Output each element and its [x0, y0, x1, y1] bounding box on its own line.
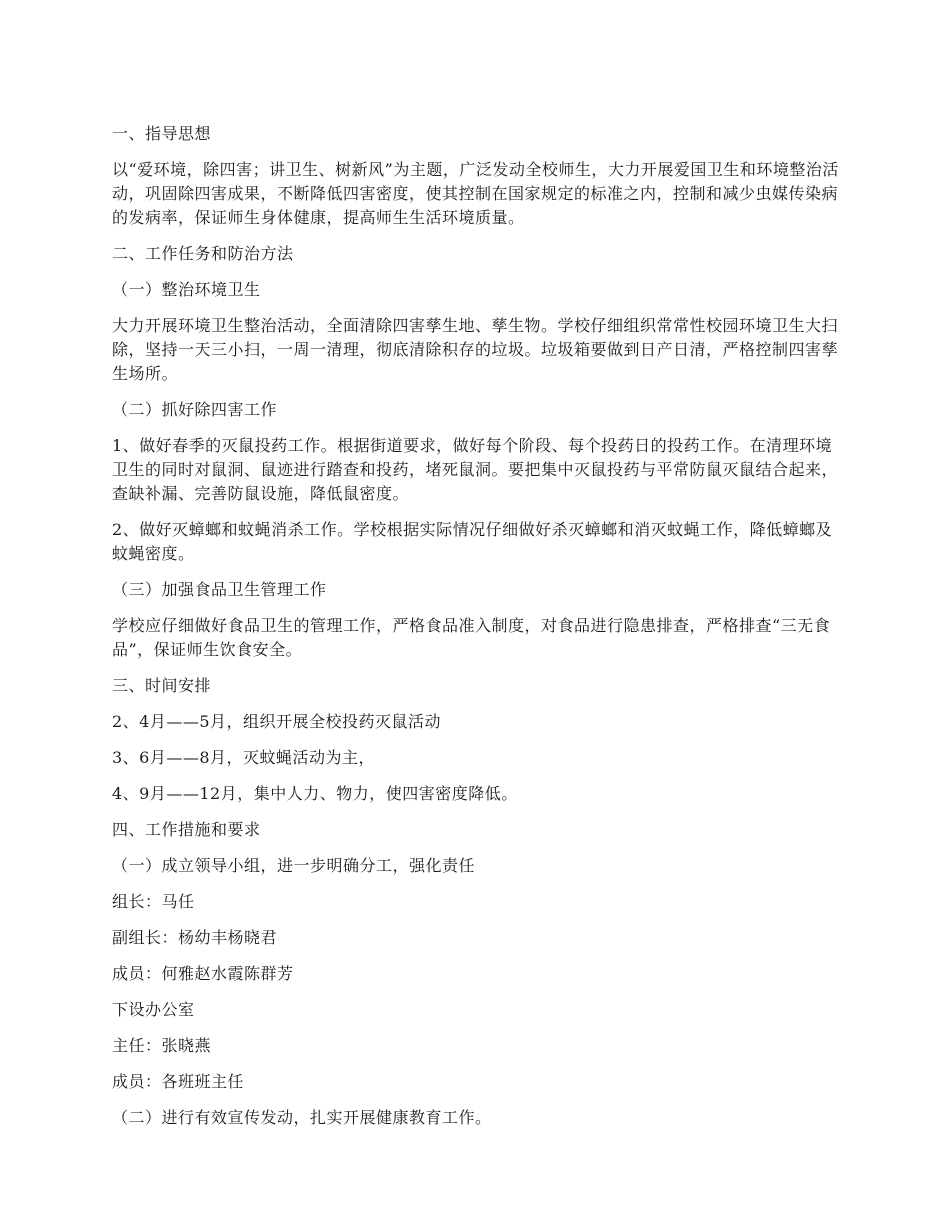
section-heading-schedule: 三、时间安排: [112, 676, 212, 695]
subheading-publicity-education: （二）进行有效宣传发动，扎实开展健康教育工作。: [112, 1108, 492, 1127]
subheading-four-pests-work: （二）抓好除四害工作: [112, 400, 278, 419]
schedule-item-september-december: 4、9月——12月，集中人力、物力，使四害密度降低。: [112, 784, 518, 803]
group-leader: 组长：马任: [112, 892, 195, 911]
paragraph-food-hygiene: 学校应仔细做好食品卫生的管理工作，严格食品准入制度，对食品进行隐患排查，严格排查“三无食品”，保证师生饮食安全。: [112, 616, 831, 659]
office-members: 成员：各班班主任: [112, 1072, 245, 1091]
group-members: 成员：何雅赵水霞陈群芳: [112, 964, 294, 983]
paragraph-guiding-ideology: 以“爱环境，除四害；讲卫生、树新风”为主题，广泛发动全校师生，大力开展爱国卫生和环境整治活动，巩固除四害成果，不断降低四害密度，使其控制在国家规定的标准之内，控制和减少虫媒传染病的发病率，保证师生身体健康，提高师生生活环境质量。: [112, 160, 839, 227]
office-line: 下设办公室: [112, 1000, 195, 1019]
office-director: 主任：张晓燕: [112, 1036, 212, 1055]
paragraph-environment-sanitation: 大力开展环境卫生整治活动，全面清除四害孳生地、孳生物。学校仔细组织常常性校园环境卫生大扫除，坚持一天三小扫，一周一清理，彻底清除积存的垃圾。垃圾箱要做到日产日清，严格控制四害孳生场所。: [112, 316, 839, 383]
paragraph-cockroach-mosquito-control: 2、做好灭蟑螂和蚊蝇消杀工作。学校根据实际情况仔细做好杀灭蟑螂和消灭蚊蝇工作，降低蟑螂及蚊蝇密度。: [112, 520, 833, 563]
schedule-item-june-august: 3、6月——8月，灭蚊蝇活动为主，: [112, 748, 376, 767]
subheading-food-hygiene: （三）加强食品卫生管理工作: [112, 580, 327, 599]
document-body: [112, 122, 848, 1142]
section-heading-guiding-ideology: 一、指导思想: [112, 124, 212, 143]
deputy-group-leader: 副组长：杨幼丰杨晓君: [112, 928, 278, 947]
subheading-leadership-group: （一）成立领导小组，进一步明确分工，强化责任: [112, 856, 476, 875]
section-heading-tasks-and-methods: 二、工作任务和防治方法: [112, 244, 294, 263]
paragraph-rodent-control: 1、做好春季的灭鼠投药工作。根据街道要求，做好每个阶段、每个投药日的投药工作。在清理环境卫生的同时对鼠洞、鼠迹进行踏查和投药，堵死鼠洞。要把集中灭鼠投药与平常防鼠灭鼠结合起来，查缺补漏、完善防鼠设施，降低鼠密度。: [112, 436, 839, 503]
schedule-item-april-may: 2、4月——5月，组织开展全校投药灭鼠活动: [112, 712, 442, 731]
section-heading-measures: 四、工作措施和要求: [112, 820, 261, 839]
subheading-environment-sanitation: （一）整治环境卫生: [112, 280, 261, 299]
